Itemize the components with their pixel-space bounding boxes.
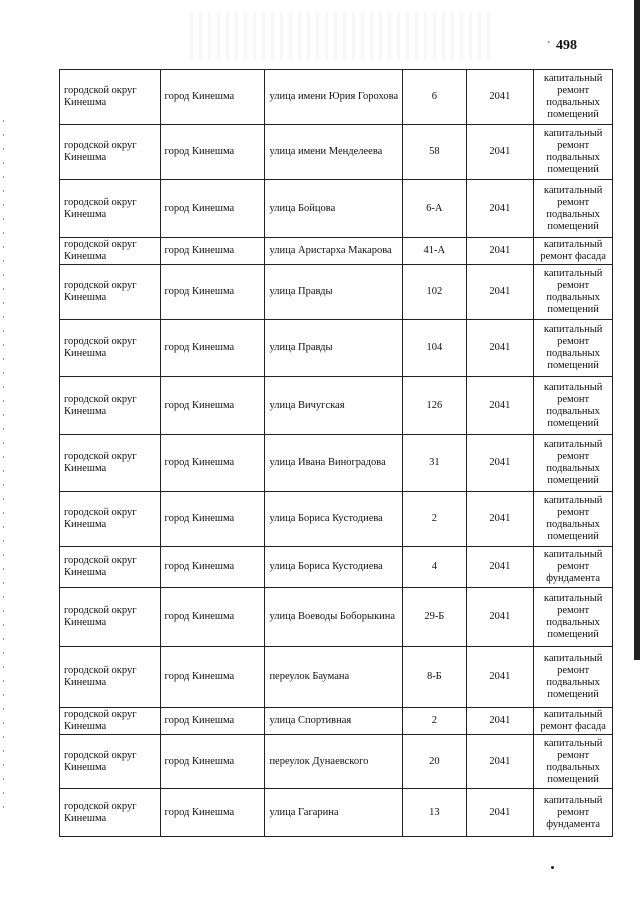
cell-house: 2	[403, 708, 466, 735]
cell-settlement: город Кинешма	[160, 320, 265, 377]
cell-work: капитальный ремонт подвальных помещений	[534, 735, 613, 789]
cell-year: 2041	[466, 492, 534, 547]
cell-work: капитальный ремонт подвальных помещений	[534, 588, 613, 647]
cell-house: 6	[403, 70, 466, 125]
cell-work: капитальный ремонт фасада	[534, 708, 613, 735]
cell-house: 8-Б	[403, 647, 466, 708]
cell-work: капитальный ремонт фундамента	[534, 547, 613, 588]
cell-settlement: город Кинешма	[160, 238, 265, 265]
table-row	[60, 588, 613, 647]
repair-schedule-table	[59, 69, 613, 837]
cell-street: переулок Дунаевского	[265, 735, 403, 789]
cell-house: 20	[403, 735, 466, 789]
cell-municipality: городской округ Кинешма	[60, 547, 161, 588]
cell-year: 2041	[466, 647, 534, 708]
cell-house: 29-Б	[403, 588, 466, 647]
table-body	[60, 70, 613, 837]
table-row	[60, 435, 613, 492]
cell-settlement: город Кинешма	[160, 70, 265, 125]
cell-work: капитальный ремонт подвальных помещений	[534, 647, 613, 708]
cell-municipality: городской округ Кинешма	[60, 70, 161, 125]
cell-work: капитальный ремонт подвальных помещений	[534, 125, 613, 180]
cell-settlement: город Кинешма	[160, 125, 265, 180]
cell-street: улица Правды	[265, 320, 403, 377]
cell-year: 2041	[466, 735, 534, 789]
cell-municipality: городской округ Кинешма	[60, 789, 161, 837]
cell-municipality: городской округ Кинешма	[60, 647, 161, 708]
cell-municipality: городской округ Кинешма	[60, 265, 161, 320]
table-row	[60, 180, 613, 238]
cell-street: улица Правды	[265, 265, 403, 320]
cell-municipality: городской округ Кинешма	[60, 377, 161, 435]
table-row	[60, 70, 613, 125]
cell-street: улица Гагарина	[265, 789, 403, 837]
cell-municipality: городской округ Кинешма	[60, 735, 161, 789]
cell-house: 102	[403, 265, 466, 320]
cell-work: капитальный ремонт подвальных помещений	[534, 70, 613, 125]
cell-municipality: городской округ Кинешма	[60, 588, 161, 647]
scan-noise	[190, 12, 490, 60]
cell-house: 58	[403, 125, 466, 180]
table-row	[60, 377, 613, 435]
cell-year: 2041	[466, 238, 534, 265]
table-row	[60, 547, 613, 588]
cell-street: улица Вичугская	[265, 377, 403, 435]
cell-settlement: город Кинешма	[160, 180, 265, 238]
cell-year: 2041	[466, 320, 534, 377]
table-row	[60, 647, 613, 708]
cell-settlement: город Кинешма	[160, 789, 265, 837]
cell-year: 2041	[466, 125, 534, 180]
cell-year: 2041	[466, 588, 534, 647]
cell-municipality: городской округ Кинешма	[60, 125, 161, 180]
scan-edge-bar	[634, 0, 640, 660]
page-end-dot	[551, 866, 554, 869]
cell-municipality: городской округ Кинешма	[60, 180, 161, 238]
scan-edge-dots	[3, 120, 4, 820]
cell-street: улица Воеводы Боборыкина	[265, 588, 403, 647]
cell-municipality: городской округ Кинешма	[60, 435, 161, 492]
cell-settlement: город Кинешма	[160, 735, 265, 789]
table-row	[60, 708, 613, 735]
cell-year: 2041	[466, 435, 534, 492]
cell-street: улица Ивана Виноградова	[265, 435, 403, 492]
cell-settlement: город Кинешма	[160, 435, 265, 492]
cell-house: 31	[403, 435, 466, 492]
table-row	[60, 238, 613, 265]
cell-street: улица Спортивная	[265, 708, 403, 735]
cell-municipality: городской округ Кинешма	[60, 708, 161, 735]
cell-settlement: город Кинешма	[160, 647, 265, 708]
cell-settlement: город Кинешма	[160, 265, 265, 320]
page-number: 498	[556, 38, 577, 53]
table-row	[60, 320, 613, 377]
cell-work: капитальный ремонт подвальных помещений	[534, 265, 613, 320]
cell-house: 104	[403, 320, 466, 377]
cell-house: 2	[403, 492, 466, 547]
cell-municipality: городской округ Кинешма	[60, 492, 161, 547]
cell-house: 13	[403, 789, 466, 837]
cell-year: 2041	[466, 70, 534, 125]
cell-settlement: город Кинешма	[160, 547, 265, 588]
table-row	[60, 735, 613, 789]
cell-year: 2041	[466, 265, 534, 320]
table-row	[60, 789, 613, 837]
cell-work: капитальный ремонт подвальных помещений	[534, 320, 613, 377]
cell-street: улица имени Юрия Горохова	[265, 70, 403, 125]
cell-street: улица Бориса Кустодиева	[265, 547, 403, 588]
cell-street: улица Бойцова	[265, 180, 403, 238]
table-row	[60, 265, 613, 320]
cell-work: капитальный ремонт подвальных помещений	[534, 377, 613, 435]
cell-year: 2041	[466, 547, 534, 588]
table-row	[60, 492, 613, 547]
cell-settlement: город Кинешма	[160, 492, 265, 547]
cell-year: 2041	[466, 377, 534, 435]
cell-settlement: город Кинешма	[160, 377, 265, 435]
cell-house: 126	[403, 377, 466, 435]
cell-municipality: городской округ Кинешма	[60, 320, 161, 377]
cell-year: 2041	[466, 708, 534, 735]
cell-house: 41-А	[403, 238, 466, 265]
cell-street: улица Бориса Кустодиева	[265, 492, 403, 547]
cell-street: улица имени Менделеева	[265, 125, 403, 180]
page-mark: '	[548, 40, 550, 51]
cell-settlement: город Кинешма	[160, 588, 265, 647]
cell-street: переулок Баумана	[265, 647, 403, 708]
cell-settlement: город Кинешма	[160, 708, 265, 735]
cell-work: капитальный ремонт подвальных помещений	[534, 435, 613, 492]
cell-work: капитальный ремонт подвальных помещений	[534, 180, 613, 238]
cell-year: 2041	[466, 180, 534, 238]
cell-street: улица Аристарха Макарова	[265, 238, 403, 265]
cell-work: капитальный ремонт фасада	[534, 238, 613, 265]
cell-year: 2041	[466, 789, 534, 837]
cell-house: 4	[403, 547, 466, 588]
cell-municipality: городской округ Кинешма	[60, 238, 161, 265]
cell-work: капитальный ремонт фундамента	[534, 789, 613, 837]
table-row	[60, 125, 613, 180]
cell-work: капитальный ремонт подвальных помещений	[534, 492, 613, 547]
cell-house: 6-А	[403, 180, 466, 238]
